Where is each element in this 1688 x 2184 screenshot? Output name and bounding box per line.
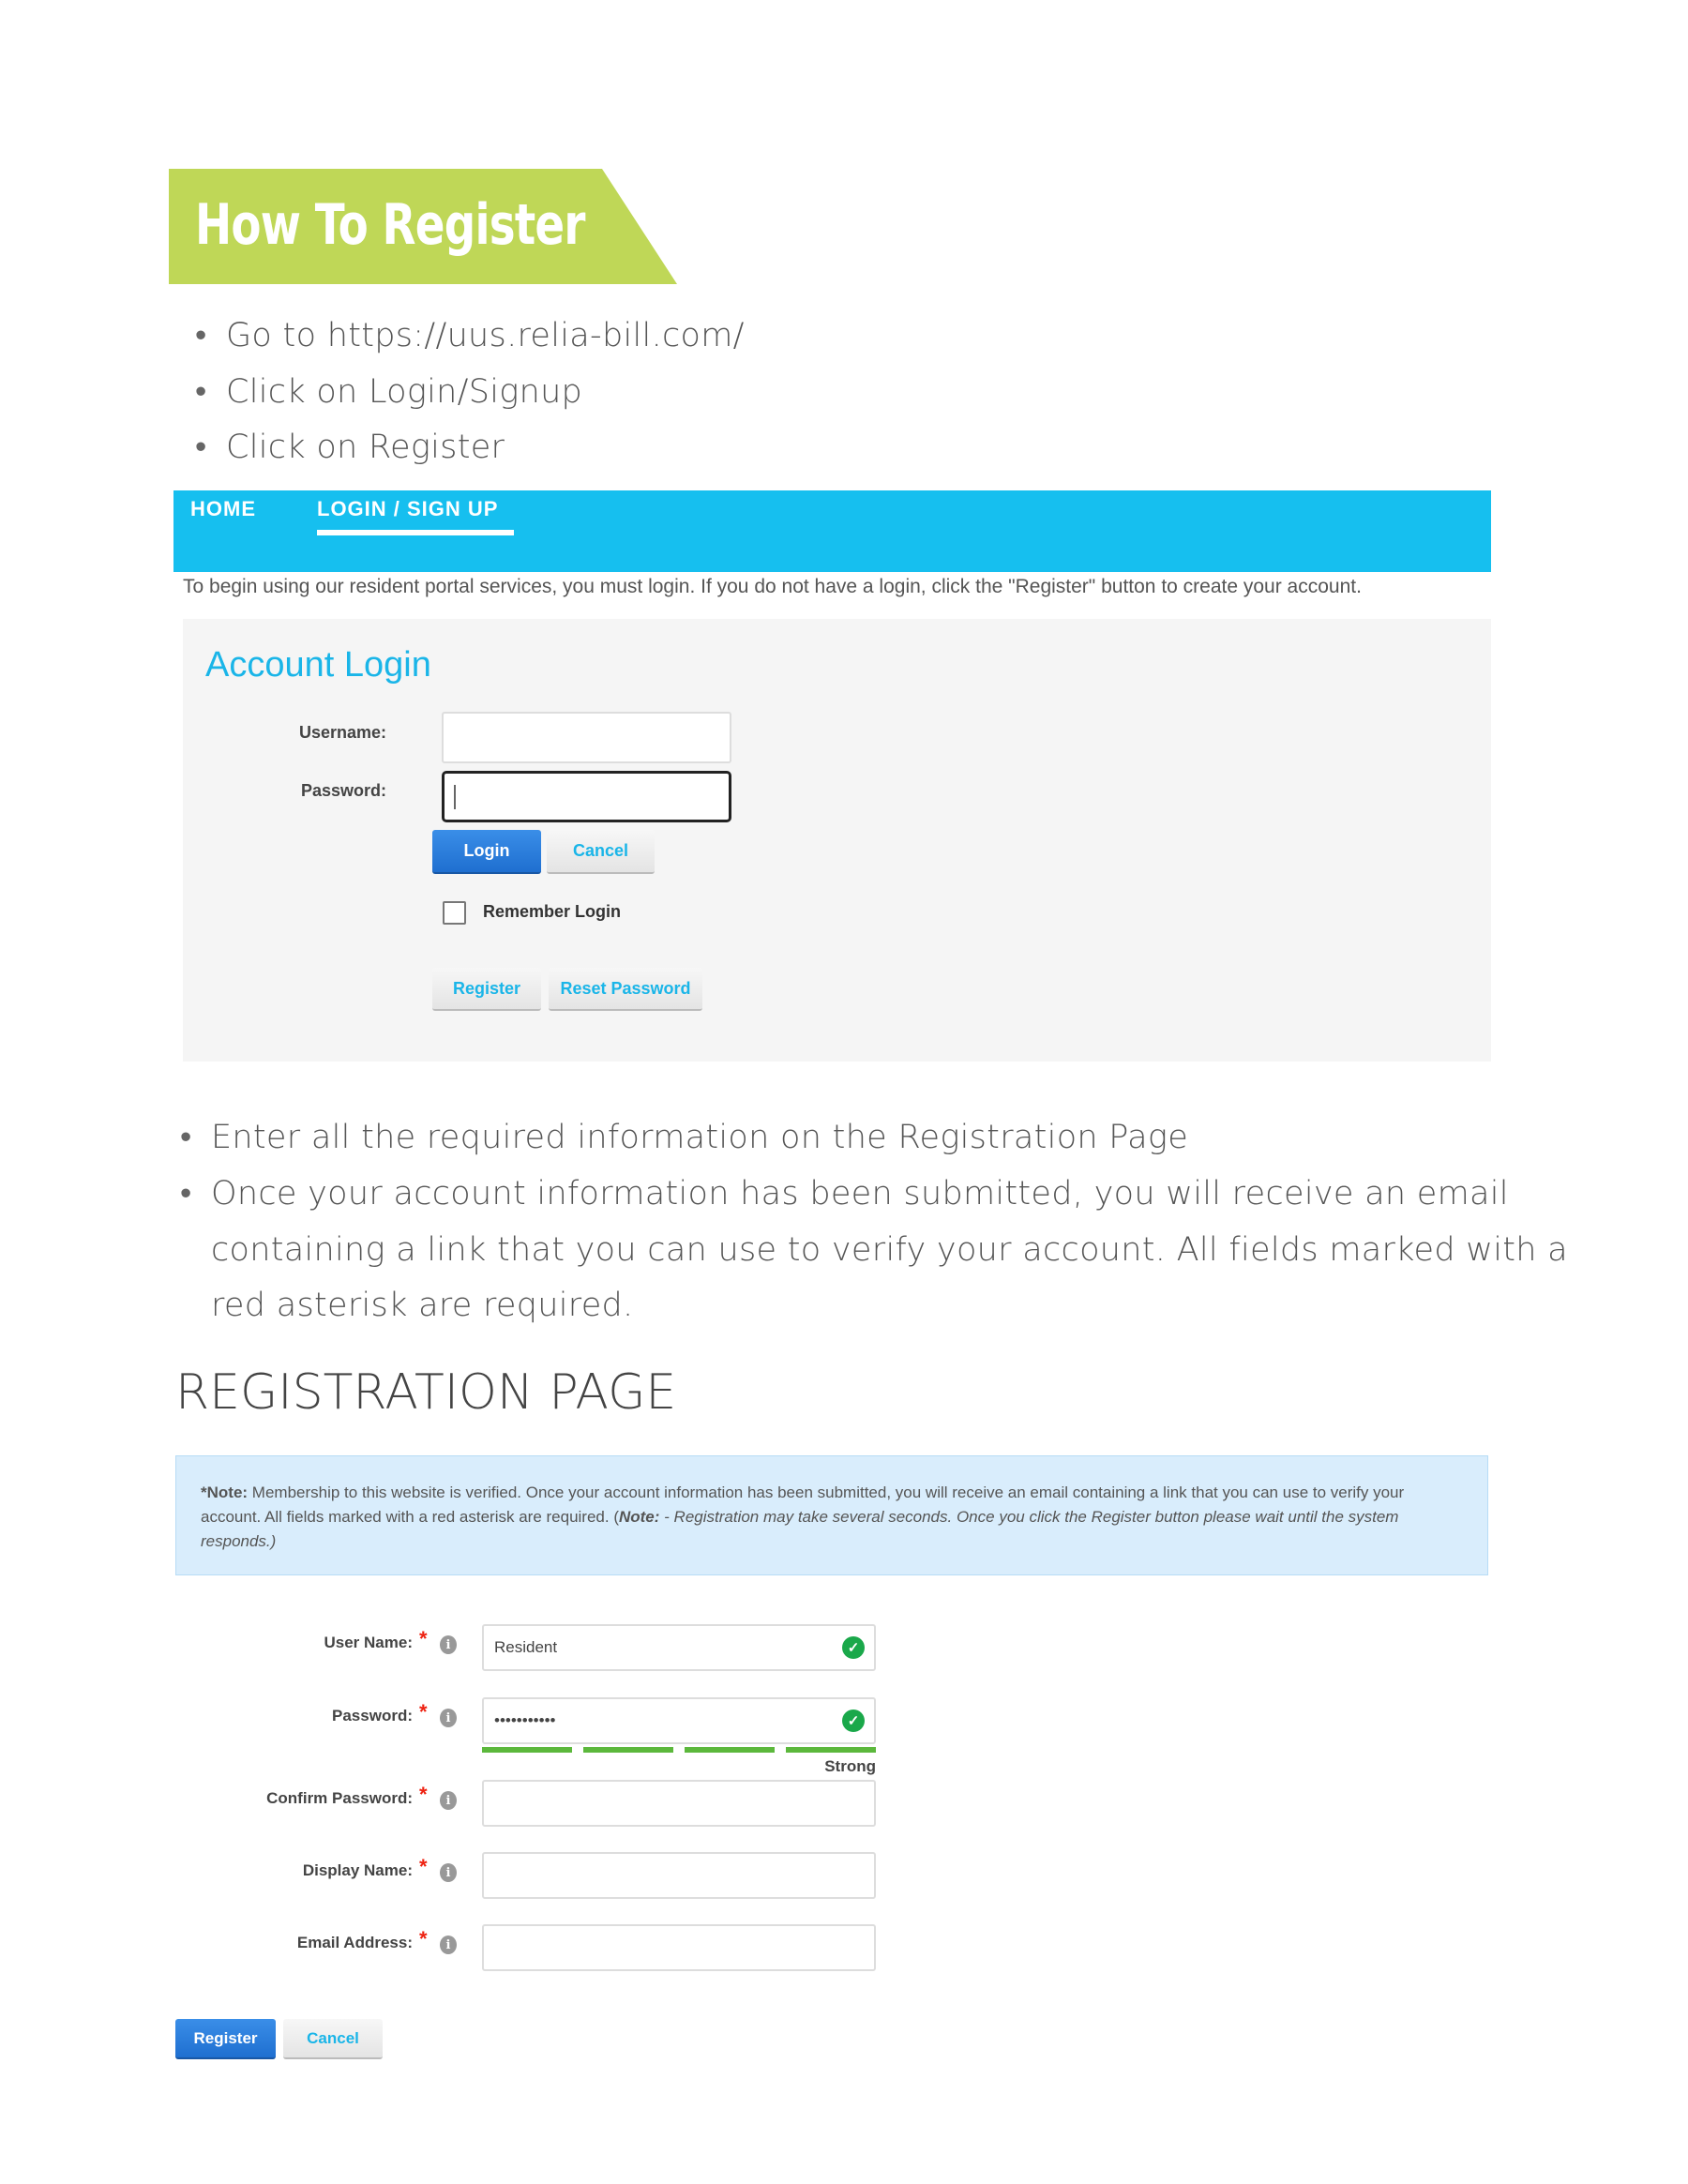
register-cancel-button[interactable]: Cancel — [283, 2019, 383, 2059]
info-icon[interactable]: i — [440, 1635, 457, 1654]
required-asterisk: * — [419, 1855, 428, 1878]
valid-check-icon: ✓ — [842, 1710, 865, 1732]
field-value: Resident — [494, 1638, 558, 1656]
field-label: User Name: — [324, 1634, 413, 1651]
info-icon[interactable]: i — [440, 1791, 457, 1810]
note2-label: Note: — [618, 1508, 660, 1526]
field-label: Confirm Password: — [266, 1789, 413, 1807]
note2-text: - Registration may take several seconds. Once you click the Register button please wait until the system responds.) — [201, 1508, 1399, 1550]
nav-login-signup[interactable]: LOGIN / SIGN UP — [317, 497, 499, 520]
username-input[interactable] — [442, 712, 731, 763]
username-label: Username: — [298, 723, 386, 742]
nav-home[interactable]: HOME — [190, 497, 256, 520]
registration-title: REGISTRATION PAGE — [175, 1364, 677, 1421]
step-item: • Enter all the required information on the Registration Page — [211, 1119, 1188, 1156]
password-label: Password: — [300, 781, 386, 800]
field-label: Password: — [332, 1707, 413, 1725]
note-label: *Note: — [201, 1484, 249, 1501]
registration-note — [175, 1455, 1488, 1575]
page-title: How To Register — [195, 192, 585, 258]
step-item: • Go to https://uus.relia-bill.com/ — [226, 317, 745, 354]
field-label: Display Name: — [302, 1861, 413, 1879]
required-asterisk: * — [419, 1627, 428, 1650]
active-tab-indicator — [317, 530, 514, 535]
register-submit-button[interactable]: Register — [175, 2019, 276, 2059]
step-item: • Click on Login/Signup — [226, 373, 582, 411]
step-continuation: containing a link that you can use to verify your account. All fields marked with a — [211, 1231, 1568, 1269]
step-continuation: red asterisk are required. — [211, 1287, 634, 1324]
login-title: Account Login — [205, 645, 431, 685]
strength-bar — [685, 1747, 775, 1753]
info-icon[interactable]: i — [440, 1709, 457, 1727]
reset-password-button[interactable]: Reset Password — [549, 968, 702, 1011]
register-button[interactable]: Register — [432, 968, 541, 1011]
info-icon[interactable]: i — [440, 1863, 457, 1882]
remember-checkbox[interactable] — [443, 901, 466, 925]
required-asterisk: * — [419, 1927, 428, 1951]
field-label: Email Address: — [296, 1934, 413, 1951]
info-icon[interactable]: i — [440, 1935, 457, 1954]
cancel-button[interactable]: Cancel — [547, 830, 655, 874]
login-button[interactable]: Login — [432, 830, 541, 874]
strength-bar — [482, 1747, 572, 1753]
strength-bar — [583, 1747, 673, 1753]
strength-bar — [786, 1747, 876, 1753]
intro-text: To begin using our resident portal services, you must login. If you do not have a login, click the "Register" button to create your account. — [183, 576, 1362, 597]
field-input[interactable] — [482, 1924, 876, 1971]
remember-label: Remember Login — [483, 902, 622, 921]
password-strength: Strong — [824, 1757, 876, 1775]
step-item: • Click on Register — [226, 429, 505, 466]
text-cursor — [454, 785, 456, 809]
field-value: ••••••••••• — [494, 1711, 556, 1729]
field-input[interactable] — [482, 1780, 876, 1827]
step-item: • Once your account information has been submitted, you will receive an email — [211, 1175, 1509, 1212]
field-input[interactable] — [482, 1697, 876, 1744]
required-asterisk: * — [419, 1783, 428, 1806]
field-input[interactable] — [482, 1624, 876, 1671]
required-asterisk: * — [419, 1700, 428, 1724]
note-text: Membership to this website is verified. Once your account information has been submitted, you will receive an email containing a link that you can use to verify your account. All fields marked with a red asterisk are required. ( — [201, 1484, 1405, 1526]
valid-check-icon: ✓ — [842, 1636, 865, 1659]
field-input[interactable] — [482, 1852, 876, 1899]
password-input[interactable] — [442, 771, 731, 822]
